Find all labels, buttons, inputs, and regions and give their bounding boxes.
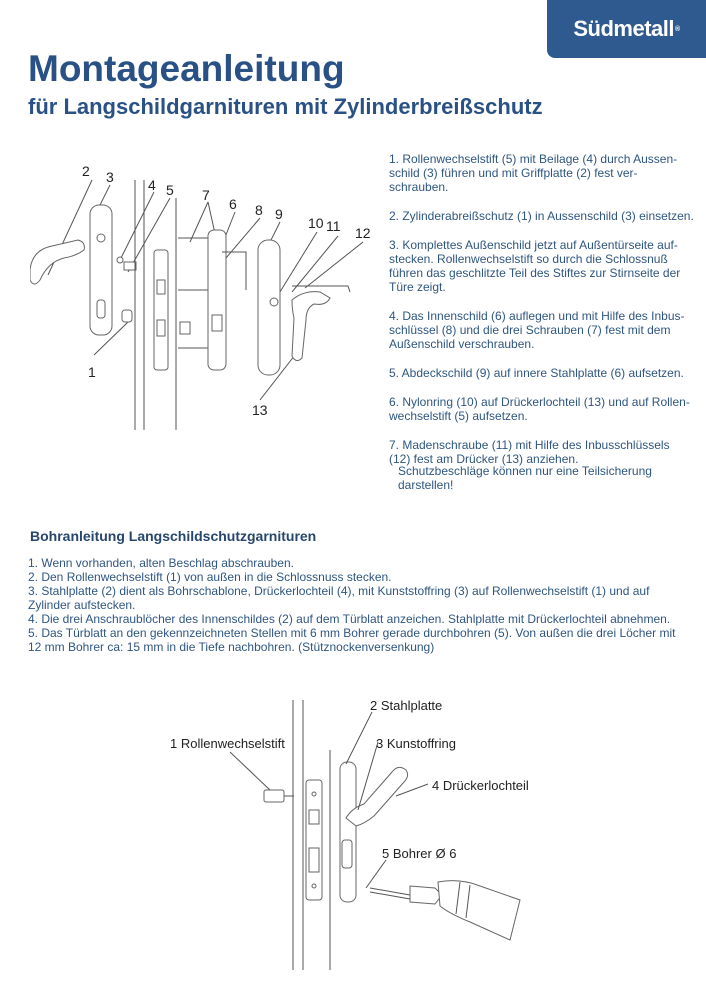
brand-logo: Südmetall ®	[547, 0, 706, 58]
drilling-section-title: Bohranleitung Langschildschutzgarnituren	[30, 528, 317, 544]
part-number: 6	[229, 196, 237, 212]
part-number: 9	[275, 206, 283, 222]
label-bohrer: 5 Bohrer Ø 6	[382, 846, 457, 861]
instruction-step: 6. Nylonring (10) auf Drückerlochteil (13) und auf Rollen-wechselstift (5) aufsetzen.	[389, 395, 690, 423]
part-number: 4	[148, 177, 156, 193]
part-number: 13	[252, 402, 268, 418]
drilling-instructions	[28, 556, 688, 654]
drilling-step: 2. Den Rollenwechselstift (1) von außen in die Schlossnuss stecken.	[28, 570, 392, 584]
security-note: Schutzbeschläge können nur eine Teilsicherung darstellen!	[398, 464, 652, 492]
part-number: 10	[308, 215, 324, 231]
instruction-step: 1. Rollenwechselstift (5) mit Beilage (4) durch Aussen-schild (3) führen und mit Griffplatte (2) fest ver-schrauben.	[389, 152, 678, 194]
part-number: 2	[82, 163, 90, 179]
instruction-step: 7. Madenschraube (11) mit Hilfe des Inbusschlüssels (12) fest am Drücker (13) anziehen.	[389, 438, 670, 466]
drilling-step: 1. Wenn vorhanden, alten Beschlag abschrauben.	[28, 556, 294, 570]
exploded-diagram	[30, 150, 380, 430]
label-rollenwechselstift: 1 Rollenwechselstift	[170, 736, 285, 751]
label-drueckerlochteil: 4 Drückerlochteil	[432, 778, 529, 793]
part-number: 7	[202, 187, 210, 203]
instruction-step: 2. Zylinderabreißschutz (1) in Aussenschild (3) einsetzen.	[389, 209, 694, 223]
page-subtitle: für Langschildgarnituren mit Zylinderbreißschutz	[28, 94, 543, 119]
part-number: 5	[166, 182, 174, 198]
part-number: 1	[88, 364, 96, 380]
drilling-diagram	[160, 690, 540, 980]
drilling-step: 4. Die drei Anschraublöcher des Innenschildes (2) auf dem Türblatt anzeichen. Stahlplatte mit Drückerlochteil abnehmen.	[28, 612, 671, 626]
page-title: Montageanleitung	[28, 48, 345, 89]
instruction-step: 3. Komplettes Außenschild jetzt auf Außentürseite auf-stecken. Rollenwechselstift so durch die Schlossnuß führen das geschlitzte Teil des Stiftes zur Stirnseite der Türe zeigt.	[389, 238, 681, 294]
drilling-step: 5. Das Türblatt an den gekennzeichneten Stellen mit 6 mm Bohrer gerade durchbohren (5). Von außen die drei Löcher mit 12 mm Bohrer ca: 15 mm in die Tiefe nachbohren. (Stütznockenversenkung)	[28, 626, 676, 654]
instruction-step: 5. Abdeckschild (9) auf innere Stahlplatte (6) aufsetzen.	[389, 366, 684, 380]
label-kunstoffring: 3 Kunstoffring	[376, 736, 456, 751]
part-number: 12	[355, 225, 371, 241]
label-stahlplatte: 2 Stahlplatte	[370, 698, 443, 713]
instruction-step: 4. Das Innenschild (6) auflegen und mit Hilfe des Inbus-schlüssel (8) und die drei Schrauben (7) fest mit dem Außenschild verschrauben.	[389, 309, 685, 351]
drilling-step: 3. Stahlplatte (2) dient als Bohrschablone, Drückerlochteil (4), mit Kunststoffring (3) auf Rollenwechselstift (1) und auf Zylinder aufstecken.	[28, 584, 650, 612]
part-number: 3	[106, 169, 114, 185]
part-number: 8	[255, 202, 263, 218]
part-number: 11	[326, 218, 341, 234]
assembly-instructions	[389, 152, 694, 481]
